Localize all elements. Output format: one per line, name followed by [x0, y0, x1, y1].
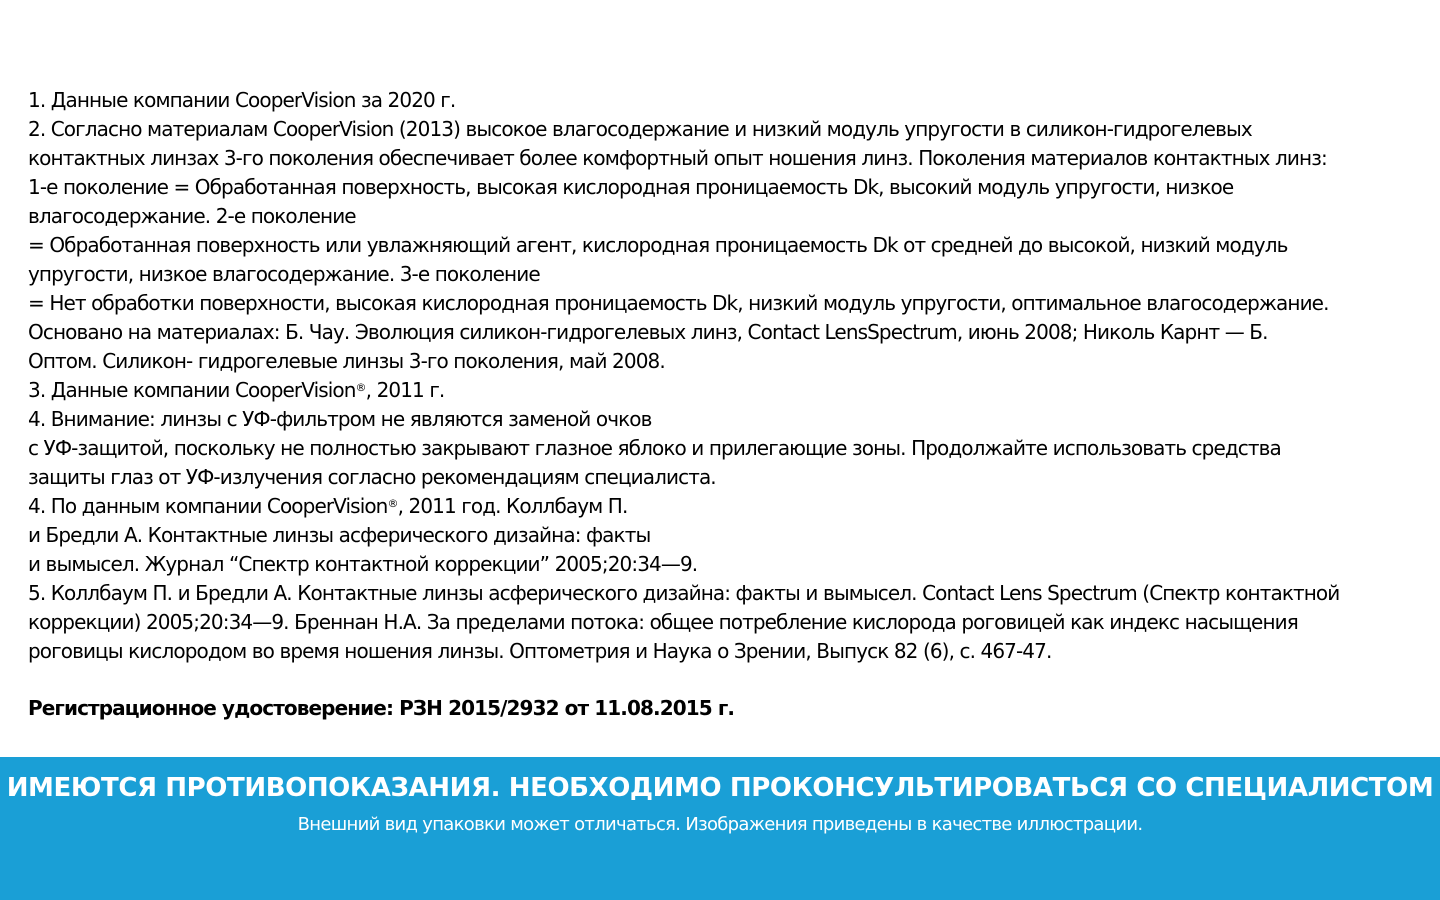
- footnote-line: 1-е поколение = Обработанная поверхность, высокая кислородная проницаемость Dk, высокий модуль упругости, низкое: [28, 175, 1234, 199]
- banner-title: ИМЕЮТСЯ ПРОТИВОПОКАЗАНИЯ. НЕОБХОДИМО ПРОКОНСУЛЬТИРОВАТЬСЯ СО СПЕЦИАЛИСТОМ: [6, 773, 1434, 803]
- footnote-line: 5. Коллбаум П. и Бредли А. Контактные линзы асферического дизайна: факты и вымысел. Contact Lens Spectrum (Спектр контактной: [28, 581, 1340, 605]
- contraindications-banner: [0, 757, 1440, 900]
- footnote-line: контактных линзах 3-го поколения обеспечивает более комфортный опыт ношения линз. Поколения материалов контактных линз:: [28, 146, 1327, 170]
- footnote-line: [28, 376, 1428, 405]
- footnote-line: 2. Согласно материалам CooperVision (2013) высокое влагосодержание и низкий модуль упругости в силикон-гидрогелевых: [28, 117, 1252, 141]
- footnote-line: = Нет обработки поверхности, высокая кислородная проницаемость Dk, низкий модуль упругости, оптимальное влагосодержание.: [28, 291, 1329, 315]
- registration-certificate: Регистрационное удостоверение: РЗН 2015/2932 от 11.08.2015 г.: [28, 696, 735, 720]
- footnote-line: и Бредли А. Контактные линзы асферического дизайна: факты: [28, 523, 651, 547]
- footnote-line: [28, 492, 1428, 521]
- footnote-line: 4. Внимание: линзы с УФ-фильтром не являются заменой очков: [28, 407, 652, 431]
- footnote-line: коррекции) 2005;20:34—9. Бреннан Н.А. За пределами потока: общее потребление кислорода роговицей как индекс насыщения: [28, 610, 1298, 634]
- footnote-line: Основано на материалах: Б. Чау. Эволюция силикон-гидрогелевых линз, Contact LensSpectrum, июнь 2008; Николь Карнт — Б.: [28, 320, 1268, 344]
- footnote-line: с УФ-защитой, поскольку не полностью закрывают глазное яблоко и прилегающие зоны. Продолжайте использовать средства: [28, 436, 1281, 460]
- footnote-text: , 2011 год. Коллбаум П.: [397, 494, 628, 518]
- footnotes-block: [28, 86, 1428, 666]
- footnote-text: , 2011 г.: [365, 378, 445, 402]
- footnote-line: роговицы кислородом во время ношения линзы. Оптометрия и Наука о Зрении, Выпуск 82 (6), с. 467-47.: [28, 639, 1052, 663]
- footnote-line: защиты глаз от УФ-излучения согласно рекомендациям специалиста.: [28, 465, 716, 489]
- footnote-line: 1. Данные компании CooperVision за 2020 г.: [28, 88, 456, 112]
- footnote-line: влагосодержание. 2-е поколение: [28, 204, 356, 228]
- registered-mark: ®: [355, 381, 366, 394]
- registered-mark: ®: [387, 497, 398, 510]
- banner-subtitle: Внешний вид упаковки может отличаться. Изображения приведены в качестве иллюстрации.: [297, 814, 1143, 835]
- footnote-line: упругости, низкое влагосодержание. 3-е поколение: [28, 262, 540, 286]
- footnote-line: Оптом. Силикон- гидрогелевые линзы 3-го поколения, май 2008.: [28, 349, 665, 373]
- footnote-text: 4. По данным компании CooperVision: [28, 494, 388, 518]
- footnote-line: и вымысел. Журнал “Спектр контактной коррекции” 2005;20:34—9.: [28, 552, 698, 576]
- footnote-text: 3. Данные компании CooperVision: [28, 378, 356, 402]
- footnote-line: = Обработанная поверхность или увлажняющий агент, кислородная проницаемость Dk от средней до высокой, низкий модуль: [28, 233, 1288, 257]
